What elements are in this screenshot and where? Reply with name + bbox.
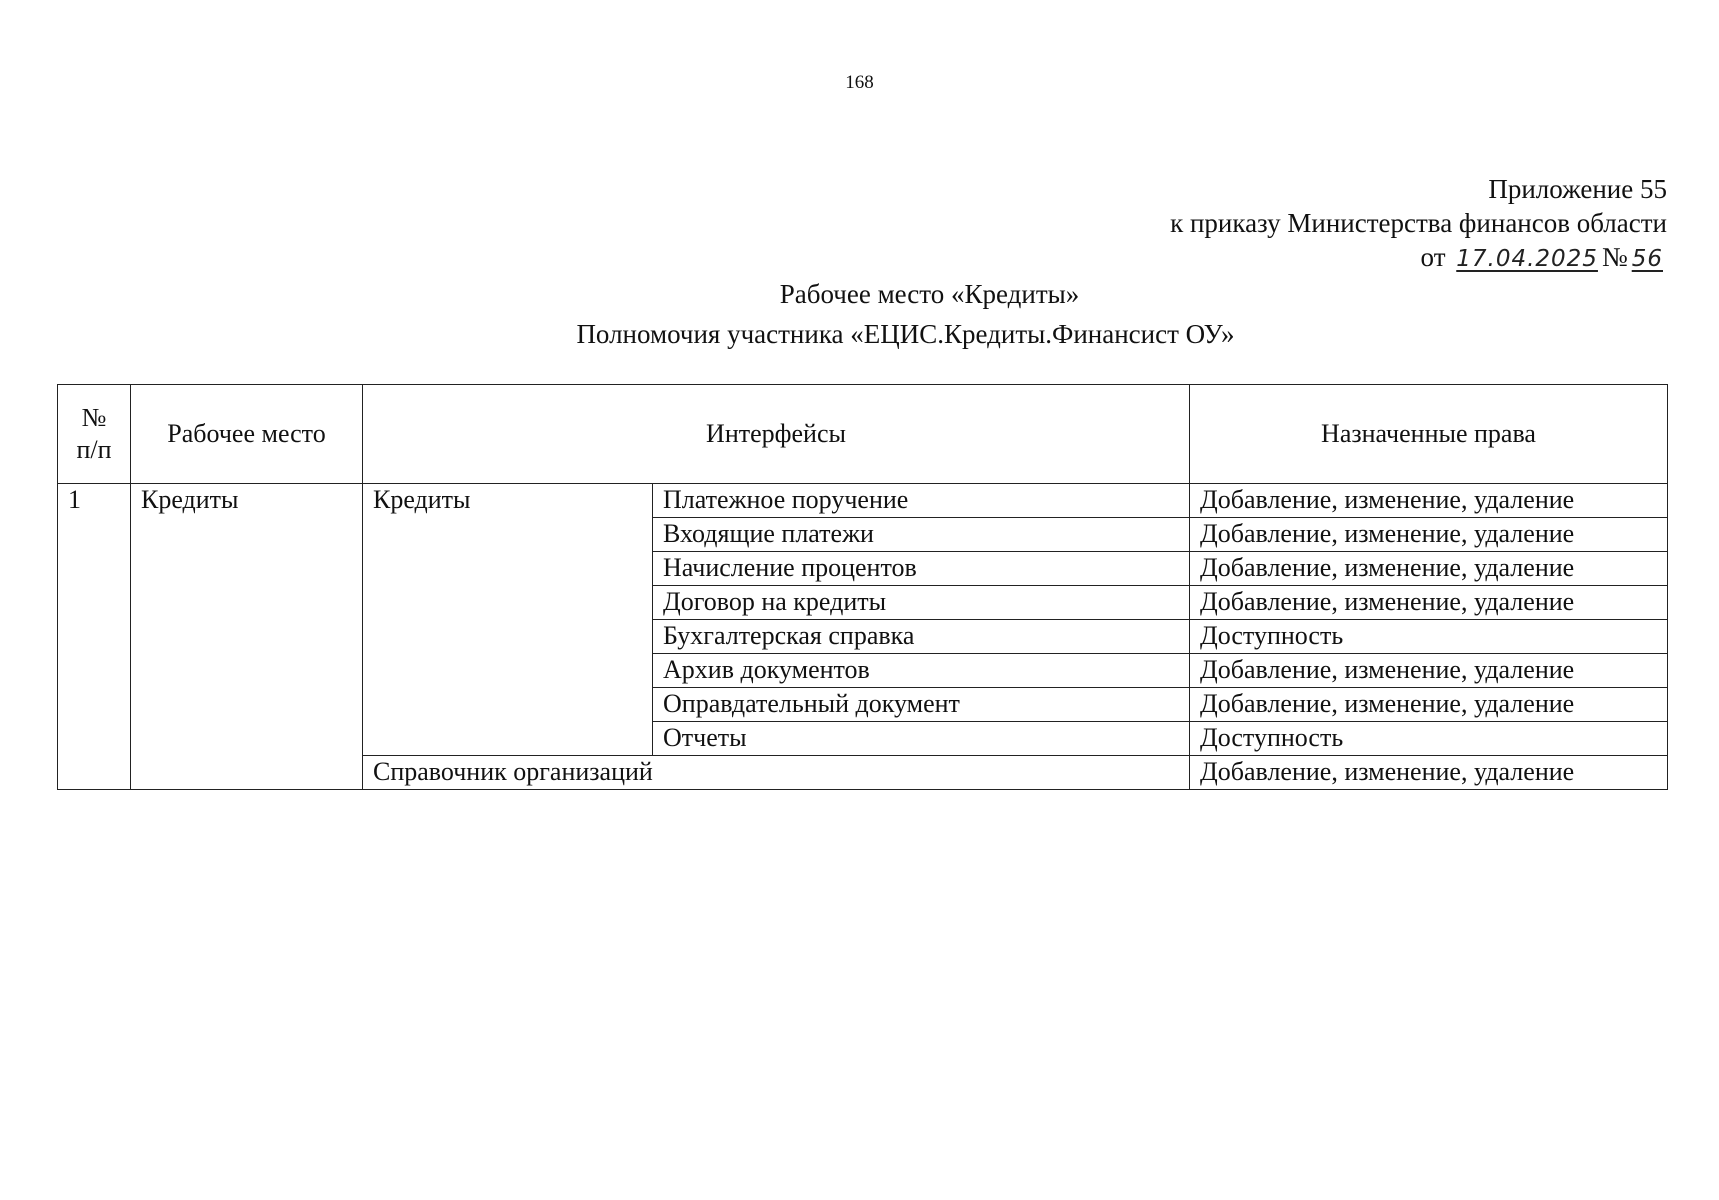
cell-interface: Архив документов [653,654,1190,688]
handwritten-number: 56 [1631,246,1663,272]
appendix-header [1170,172,1667,276]
cell-rights: Добавление, изменение, удаление [1190,518,1668,552]
header-number: № п/п [58,385,131,484]
table-header-row [58,385,1668,484]
table-row [58,484,1668,518]
document-subtitle: Полномочия участника «ЕЦИС.Кредиты.Финансист ОУ» [576,319,1235,349]
cell-rights: Доступность [1190,620,1668,654]
appendix-order-reference: к приказу Министерства финансов области [1170,208,1667,238]
header-workplace: Рабочее место [131,385,363,484]
document-titles [0,274,1719,354]
page-number: 168 [845,72,874,93]
rights-table [57,384,1668,790]
cell-interface: Входящие платежи [653,518,1190,552]
cell-rights: Добавление, изменение, удаление [1190,484,1668,518]
date-prefix: от [1420,242,1446,272]
cell-interface: Оправдательный документ [653,688,1190,722]
cell-rights: Добавление, изменение, удаление [1190,654,1668,688]
cell-rights: Доступность [1190,722,1668,756]
appendix-title: Приложение 55 [1488,174,1667,204]
cell-rights: Добавление, изменение, удаление [1190,756,1668,790]
cell-interface: Начисление процентов [653,552,1190,586]
cell-interface: Платежное поручение [653,484,1190,518]
cell-rights: Добавление, изменение, удаление [1190,688,1668,722]
cell-interface: Отчеты [653,722,1190,756]
cell-workplace: Кредиты [131,484,363,790]
cell-interface: Бухгалтерская справка [653,620,1190,654]
document-title: Рабочее место «Кредиты» [779,279,1080,309]
handwritten-date: 17.04.2025 [1456,246,1598,272]
cell-rights: Добавление, изменение, удаление [1190,586,1668,620]
cell-row-number: 1 [58,484,131,790]
header-rights: Назначенные права [1190,385,1668,484]
cell-interface-wide: Справочник организаций [363,756,1190,790]
cell-rights: Добавление, изменение, удаление [1190,552,1668,586]
appendix-date-line [1170,240,1667,276]
header-interfaces: Интерфейсы [363,385,1190,484]
cell-interface: Договор на кредиты [653,586,1190,620]
cell-interface-group: Кредиты [363,484,653,756]
number-prefix: № [1601,242,1628,272]
